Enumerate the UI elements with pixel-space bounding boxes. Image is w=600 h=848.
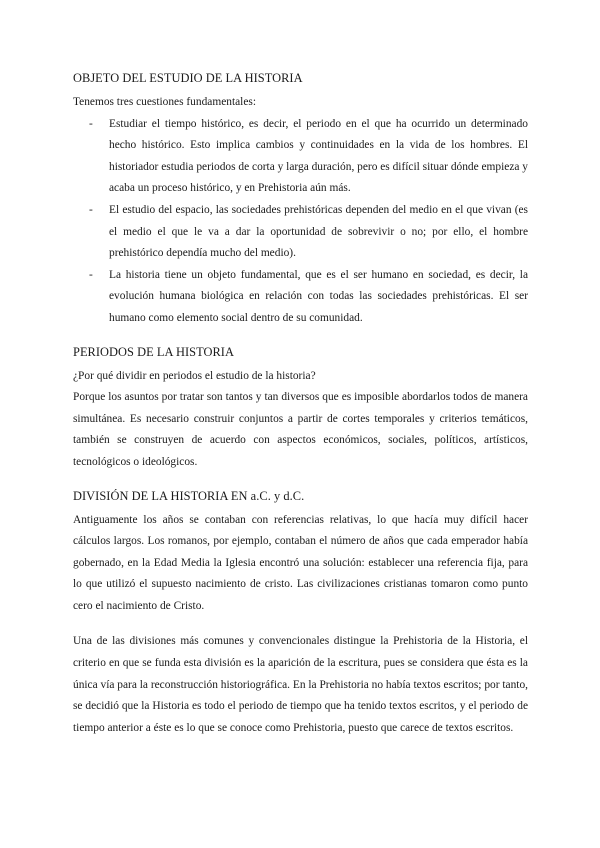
section-paragraph: Una de las divisiones más comunes y convencionales distingue la Prehistoria de la Historia, el criterio en que se funda esta división es la aparición de la escritura, pues se considera que ésta es la única vía para la reconstrucción historiográfica. En la Prehistoria no había textos escritos; por tanto, se decidió que la Historia es todo el periodo de tiempo que ha tenido textos escritos, y el periodo de tiempo anterior a éste es lo que se conoce como Prehistoria, puesto que carece de textos escritos. [73, 635, 528, 734]
section-heading: OBJETO DEL ESTUDIO DE LA HISTORIA [73, 71, 303, 85]
list-item [73, 114, 528, 200]
section-prehistoria-historia [73, 631, 528, 739]
list-item-text: El estudio del espacio, las sociedades prehistóricas dependen del medio en el que vivan (es el medio el que le va a dar la oportunidad de sobrevivir o no; por ello, el hombre prehistórico dependía mucho del medio). [109, 203, 528, 260]
section-periodos [73, 344, 528, 474]
list-item [73, 265, 528, 330]
list-item-text: La historia tiene un objeto fundamental, que es el ser humano en sociedad, es decir, la evolución humana biológica en relación con todas las sociedades prehistóricas. El ser humano como elemento social dentro de su comunidad. [109, 268, 528, 324]
section-intro: Tenemos tres cuestiones fundamentales: [73, 96, 256, 108]
dash-bullet: - [89, 203, 93, 216]
section-heading: PERIODOS DE LA HISTORIA [73, 344, 234, 359]
section-heading: DIVISIÓN DE LA HISTORIA EN a.C. y d.C. [73, 488, 305, 503]
section-paragraph: Porque los asuntos por tratar son tantos y tan diversos que es imposible abordarlos todos de manera simultánea. Es necesario construir conjuntos a partir de cortes temporales y criterios temáticos, también se construyen de acuerdo con aspectos económicos, sociales, políticos, artísticos, tecnológicos o ideológicos. [73, 391, 528, 468]
section-question: ¿Por qué dividir en periodos el estudio de la historia? [73, 369, 316, 382]
list-item-text: Estudiar el tiempo histórico, es decir, el periodo en el que ha ocurrido un determinado hecho histórico. Esto implica cambios y continuidades en la vida de los hombres. El historiador estudia periodos de corta y larga duración, pero es difícil situar dónde empieza y acaba un proceso histórico, y en Prehistoria aún más. [109, 117, 528, 195]
dash-bullet: - [89, 117, 93, 130]
dash-bullet: - [89, 268, 93, 281]
bullet-list [73, 114, 528, 330]
section-division-ac-dc [73, 488, 528, 618]
section-paragraph: Antiguamente los años se contaban con referencias relativas, lo que hacía muy difícil hacer cálculos largos. Los romanos, por ejemplo, contaban el número de años que cada emperador había gobernado, en la Edad Media la Iglesia encontró una solución: establecer una referencia fija, para lo que utilizó el supuesto nacimiento de cristo. Las civilizaciones cristianas tomaron como punto cero el nacimiento de Cristo. [73, 513, 528, 612]
section-objeto-estudio [73, 70, 528, 330]
list-item [73, 200, 528, 265]
